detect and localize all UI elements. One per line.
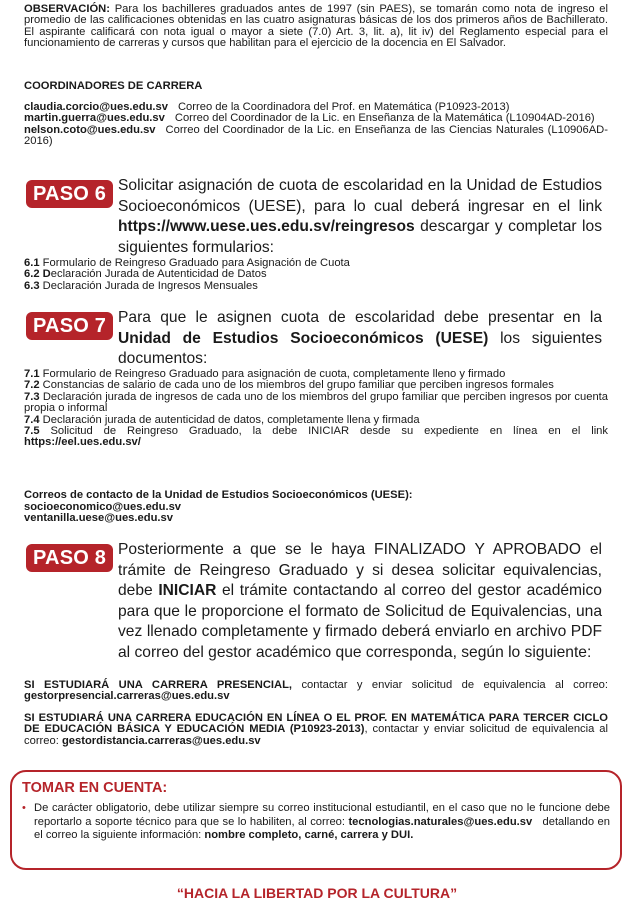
- item-text: Formulario de Reingreso Graduado para asignación de cuota, completamente lleno y firmado: [39, 368, 506, 380]
- bullet-icon: •: [22, 802, 26, 814]
- observation-text: Para los bachilleres graduados antes de 1997 (sin PAES), se tomarán como nota de ingreso el promedio de las calificaciones obtenidas en las cuatro asignaturas básicas de los dos primeros años de Bachillerato. El aspirante calificará con nota igual o mayor a siete (7.0) Art. 3, lit. a), lit iv) del Reglamento especial para el funcionamiento de carreras y cursos que habilitan para el ejercicio de la docencia en El Salvador.: [24, 3, 608, 50]
- note-title: TOMAR EN CUENTA:: [22, 780, 168, 796]
- list-item: [24, 426, 608, 449]
- item-number: 7.3: [24, 390, 40, 403]
- mode-heading: SI ESTUDIARÁ UNA CARRERA PRESENCIAL,: [24, 679, 293, 691]
- uese-reingresos-link[interactable]: https://www.uese.ues.edu.sv/reingresos: [118, 218, 415, 236]
- step-7-documents-list: [24, 369, 608, 449]
- uese-contacts: [24, 490, 608, 525]
- item-text: Formulario de Reingreso Graduado para Asignación de Cuota: [39, 257, 350, 269]
- note-body: [22, 802, 614, 843]
- contact-email[interactable]: ventanilla.uese@ues.edu.sv: [24, 512, 173, 525]
- step-6-forms-list: [24, 258, 608, 292]
- item-text: Solicitud de Reingreso Graduado, la debe INICIAR desde su expediente en línea en el link: [39, 425, 608, 438]
- item-number: 7.4: [24, 413, 40, 426]
- coordinator-description: Correo del Coordinador de la Lic. en Enseñanza de la Matemática (L10904AD-2016): [174, 112, 595, 125]
- item-number: 7.2: [24, 379, 40, 392]
- contact-email[interactable]: socioeconomico@ues.edu.sv: [24, 500, 182, 513]
- note-required-info: nombre completo, carné, carrera y DUI.: [204, 829, 414, 842]
- note-text-before: De carácter obligatorio, debe utilizar siempre su correo institucional estudiantil, en el caso que no le funcione debe reportarlo a soporte técnico para que se lo habiliten, al correo:: [34, 802, 610, 828]
- step-6-text-after: descargar y completar los siguientes formularios:: [118, 218, 602, 256]
- eel-link[interactable]: https://eel.ues.edu.sv/: [24, 436, 141, 449]
- item-number: 6.3: [24, 279, 40, 292]
- note-box: [10, 770, 622, 870]
- list-item: [24, 281, 608, 292]
- item-number: 7.1: [24, 368, 40, 380]
- step-8-text-after: el trámite contactando al correo del gestor académico para que le proporcione el formato de Solicitud de Equivalencias, una vez llenado completamente y firmado deberá enviarlo en archivo PDF al correo del gestor académico que corresponda, según lo siguiente:: [118, 582, 602, 661]
- contacts-title: Correos de contacto de la Unidad de Estudios Socioeconómicos (UESE):: [24, 489, 413, 501]
- coordinator-email[interactable]: martin.guerra@ues.edu.sv: [24, 112, 165, 125]
- step-7-text-before: Para que le asignen cuota de escolaridad debe presentar en la: [118, 309, 602, 326]
- step-6-text-before: Solicitar asignación de cuota de escolaridad en la Unidad de Estudios Socioeconómicos (UESE), para lo cual deberá ingresar en el link: [118, 177, 602, 215]
- observation-label: OBSERVACIÓN:: [24, 3, 110, 15]
- coordinator-description: Correo del Coordinador de la Lic. en Enseñanza de las Ciencias Naturales (L10906AD-2016): [24, 123, 608, 148]
- coordinator-email[interactable]: claudia.corcio@ues.edu.sv: [24, 101, 168, 113]
- item-text: eclaración Jurada de Autenticidad de Datos: [50, 268, 267, 281]
- step-8-text: [118, 540, 602, 664]
- step-8-text-before: Posteriormente a que se le haya FINALIZADO Y APROBADO el trámite de Reingreso Graduado y si desea solicitar equivalencias, debe: [118, 541, 602, 600]
- step-7-text-after: los siguientes documentos:: [118, 329, 602, 368]
- mode-heading: SI ESTUDIARÁ UNA CARRERA EDUCACIÓN EN LÍNEA O EL PROF. EN MATEMÁTICA PARA TERCER CICLO DE EDUCACIÓN BÁSICA Y EDUCACIÓN MEDIA (P10923-2013): [24, 711, 608, 736]
- item-text: Constancias de salario de cada uno de los miembros del grupo familiar que perciben ingresos formales: [39, 379, 554, 392]
- step-7-text: [118, 308, 602, 370]
- list-item: [24, 392, 608, 415]
- item-text: Declaración jurada de autenticidad de datos, completamente llena y firmada: [39, 413, 420, 426]
- mode-text: , contactar y enviar solicitud de equivalencia al correo:: [24, 723, 608, 747]
- coordinator-email[interactable]: nelson.coto@ues.edu.sv: [24, 123, 156, 136]
- gestor-presencial-email[interactable]: gestorpresencial.carreras@ues.edu.sv: [24, 690, 230, 703]
- item-number: 6.2 D: [24, 268, 51, 281]
- mode-presencial: [24, 680, 608, 703]
- coordinator-description: Correo de la Coordinadora del Prof. en Matemática (P10923-2013): [177, 101, 510, 113]
- motto: “HACIA LA LIBERTAD POR LA CULTURA”: [176, 885, 458, 901]
- item-text: Declaración Jurada de Ingresos Mensuales: [39, 279, 258, 292]
- step-8-bold: INICIAR: [158, 582, 217, 600]
- item-number: 7.5: [24, 425, 40, 438]
- coordinator-item: [24, 125, 608, 148]
- step-6-badge: PASO 6: [26, 180, 113, 208]
- step-7-bold: Unidad de Estudios Socioeconómicos (UESE): [118, 329, 489, 347]
- step-8-badge: PASO 8: [26, 544, 113, 572]
- mode-distancia: [24, 713, 608, 747]
- coordinators-title: COORDINADORES DE CARRERA: [24, 80, 203, 92]
- step-7-badge: PASO 7: [26, 312, 113, 340]
- item-number: 6.1: [24, 257, 40, 269]
- step-6-text: [118, 176, 602, 258]
- item-text: Declaración jurada de ingresos de cada uno de los miembros del grupo familiar que perciben ingresos por cuenta propia o informal: [24, 390, 608, 415]
- tecnologias-email[interactable]: tecnologias.naturales@ues.edu.sv: [348, 815, 533, 828]
- gestor-distancia-email[interactable]: gestordistancia.carreras@ues.edu.sv: [61, 734, 261, 747]
- mode-text: contactar y enviar solicitud de equivalencia al correo:: [292, 679, 608, 691]
- study-modes: [24, 680, 608, 757]
- note-text-mid: detallando en el correo la siguiente información:: [34, 815, 614, 842]
- observation-paragraph: [24, 4, 608, 50]
- coordinators-list: [24, 102, 608, 148]
